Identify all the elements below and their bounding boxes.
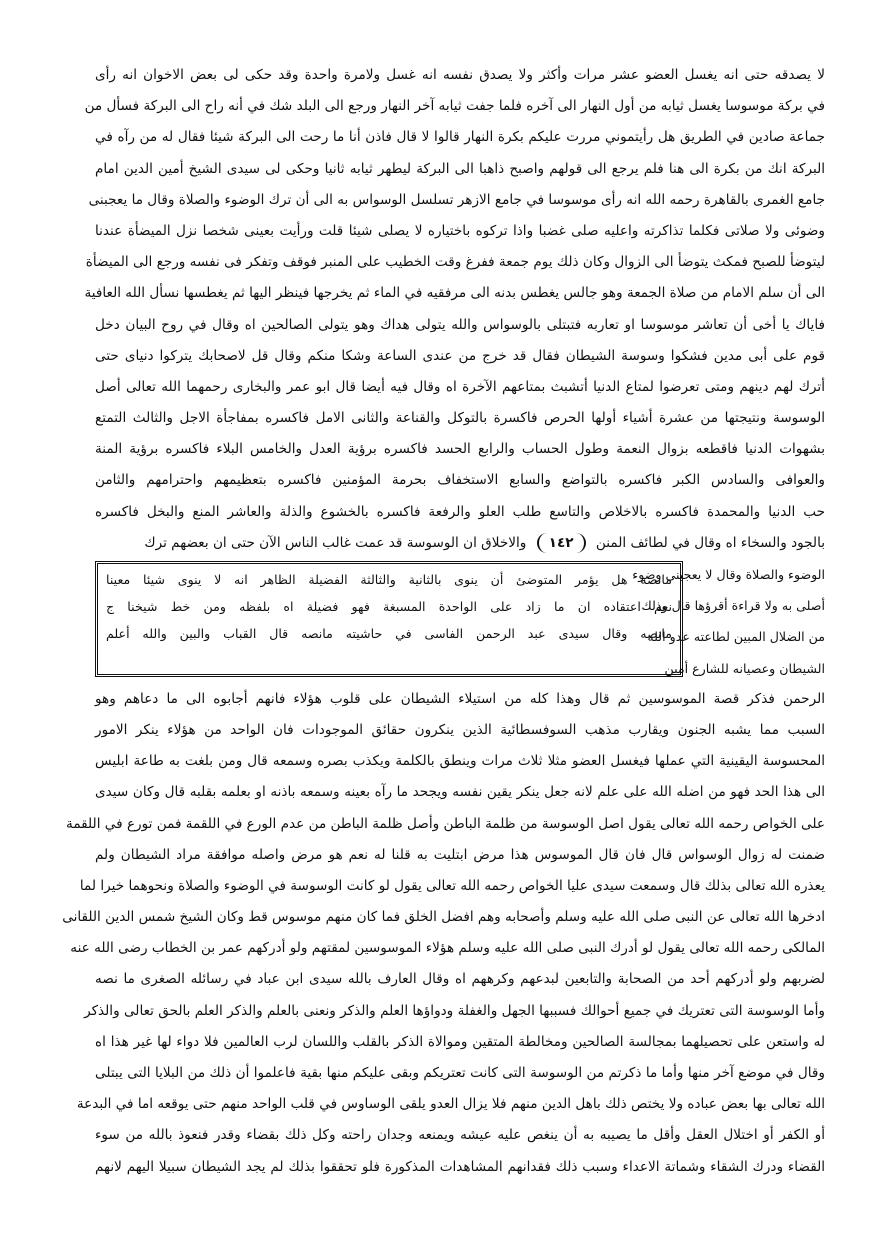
note-side-text	[632, 559, 825, 684]
side-text-line: أصلى به ولا قراءة أقرؤها قال وذلك	[641, 598, 825, 614]
text-line: لضربهم ولو أدركهم أحد من الصحابة والتابعين لبدعهم وكرههم اه وقال العارف بالله سيدى ابن عباد في رسائله الصغرى ما نصه	[95, 971, 825, 988]
text-line: جامع الغمرى بالقاهرة رحمه الله انه رأى موسوسا في جامع الازهر تسلسل الوسواس به الى أن ترك الوضوء والصلاة وقال ما يعجبنى	[88, 191, 825, 208]
text-line: قوم على أبى مدين فشكوا وسوسة الشيطان فقال قد خرج من عندى الساعة وشكا منكم وقال قل لاصحابك يتركوا دنياى حتى	[95, 347, 825, 364]
text-line: ليتوضأ للصبح فمكث يتوضأ الى الزوال وكان ذلك يوم جمعة ففرغ وقت الخطيب على المنبر فوقف وتفكر فى نفسه ورجع الى الميضأة	[85, 254, 825, 271]
note-line: مانصه هل يؤمر المتوضئ أن ينوى بالثانية والثالثة الفضيلة الظاهر انه لا ينوى شيئا معينا	[106, 572, 672, 587]
text-line: بشهوات الدنيا فاقطعه بزوال النعمة وطول الحساب والرابع الحسد فاكسره برؤية العدل والخامس البلاء فاكسره برؤية المنة	[95, 441, 825, 458]
text-line: الوسوسة ونتيجتها من عشرة أشياء أولها الحرص فاكسرة بالتوكل والقناعة والثانى الامل فاكسره بمفاجأة الاجل والثالث التمتع	[95, 410, 825, 427]
text-line: السبب مما يشبه الجنون ويقارب مذهب السوفسطائية الذين ينكرون حقائق الموجودات فان الواحد من هؤلاء ينكر الامور	[95, 721, 825, 738]
side-text-line: الوضوء والصلاة وقال لا يعجبنى وضوء	[632, 567, 825, 582]
text-line: ادخرها الله تعالى عن النبى صلى الله عليه وسلم وأصحابه وهم افضل الخلق فما كان منهم موسوس قط وكان الشيخ شمس الدين اللقانى	[62, 909, 825, 926]
text-line: والعوافى والسادس الكبر فاكسره بالتواضع والسابع الاستخفاف بحرمة المؤمنين فاكسره بتعظيمهم واحترامهم والثامن	[95, 472, 825, 489]
text-lines-bottom	[62, 684, 825, 1183]
text-line-after-number: والاخلاق ان الوسوسة قد عمت غالب الناس الآن حتى ان بعضهم ترك	[144, 534, 527, 551]
text-line: المحسوسة اليقينية التي عملها فيغسل العضو مثلا ثلاث مرات وينطق بالكلمة ويكذب بصره وسمعه قال ومن بلغت به طاعة ابليس	[95, 753, 825, 770]
text-line: الله تعالى بها بعض عباده ولا يختص ذلك باهل الدين منهم فلا يزال العدو يلقى الوساوس في قلب الواحد منهم حتى يوقعه اما في البدعة	[76, 1096, 825, 1113]
text-line: أو الكفر أو اختلال العقل وأقل ما يصيبه به أن ينغص عليه عيشه ويمنعه وجدان راحته وكل ذلك بقضاء وقدر فنعوذ بالله من سوء	[95, 1127, 825, 1144]
text-line: المالكى رحمه الله تعالى يقول لو أدرك النبى صلى الله عليه وسلم هؤلاء الموسوسين لمقتهم ولو أدركهم عمر بن الخطاب رضى الله عنه	[70, 940, 825, 957]
note-section	[95, 559, 825, 684]
text-line: أترك لهم دينهم ومتى تعرضوا لمتاع الدنيا أتشبث بمتاعهم الآخرة اه وقال فيه أيضا قال ابو عمر والبخارى رحمهما الله تعالى أصل	[95, 378, 825, 395]
text-line: يعذره الله تعالى بذلك قال وسمعت سيدى عليا الخواص رحمه الله تعالى يقول لو كانت الوسوسة في الوضوء والصلاة ونحوهما خيرا لما	[79, 877, 825, 894]
text-line: حب الدنيا والمحمدة فاكسره بالاخلاص والتاسع طلب العلو والرفعة فاكسره بالخشوع والذلة والعاشر المنع والبخل فاكسره	[95, 503, 825, 520]
text-lines-top	[84, 60, 825, 528]
boxed-marginal-note	[95, 561, 683, 677]
side-text-line: من الضلال المبين لطاعته عدو الله	[647, 629, 825, 645]
text-line: جماعة صادين في الطريق هل رأيتموني مررت عليكم بكرة النهار قالوا لا قال فاذن أنا ما رحت الى البركة شيئا فقال له من رآه في	[95, 129, 825, 146]
text-line: ضمنت له زوال الوسواس قال فان قال الموسوس هذا مرض ابتليت به قلنا له نعم هو مرض واصله موافقة مراد الشيطان ولم	[95, 846, 825, 863]
text-line: وأما الوسوسة التى تعتريك في جميع أحوالك فسببها الجهل والغفلة ودواؤها العلم والذكر ونعنى بالعلم والذكر العلم بالحق تعالى والذكر	[84, 1002, 825, 1019]
text-line: لا يصدقه حتى انه يغسل العضو عشر مرات وأكثر ولا يصدق نفسه انه غسل ولامرة واحدة وقد حكى لى بعض الاخوان انه رأى	[95, 67, 825, 83]
text-line: على الخواص رحمه الله تعالى يقول اصل الوسوسة من ظلمة الباطن وأصل ظلمة الباطن من عدم الورع في اللقمة فمن تورع في اللقمة	[66, 815, 825, 832]
note-line: نعم اعتقاده ان ما زاد على الواحدة المسبغة فهو فضيلة اه بلفظه ومن خط شيخنا ج	[106, 599, 672, 614]
text-line: وقال في موضع آخر منها وأما ما ذكرتم من الوسوسة التى كانت تعتريكم وبقى عليكم منها بقية فاعلموا أن ذلك من البلايا التى يبتلى	[95, 1065, 825, 1082]
page-number: ١٤٢	[537, 533, 586, 553]
text-line: البركة انك من بكرة الى هنا فلم يرجع الى قولهم واصبح ذاهبا الى البركة ليطهر ثيابه ثانيا وحكى لى سيدى الشيخ أمين الدين امام	[95, 160, 825, 177]
text-line: وضوئى ولا صلاتى فكلما تذاكرته واعليه صلى غضبا واذا تركوه باختياره لا يصلى شيئا قلت ورأيت بعينى شخصا نزل الميضأة عندنا	[95, 222, 825, 239]
text-line: له واستعن على تحصيلهما بمجالسة الصالحين ومخالطة المتقين وموالاة الذكر بالقلب واللسان لرب العالمين فلا دواء لها غير هذا اه	[95, 1033, 825, 1050]
text-line: الى هذا الحد فهو من اضله الله على علم لانه جعل ينكر يقين نفسه ويجحد ما رآه بعينه وسمعه باذنه او بعلمه بقلبه قال وكان سيدى	[95, 784, 825, 801]
text-line: الى أن سلم الامام من صلاة الجمعة وهو جالس يغطس بدنه الى مرفقيه في الماء ثم يخرجها فينظر اليها ثم يغطسها نسأل الله العافية	[84, 285, 825, 302]
main-text	[62, 60, 825, 1183]
text-line: فاياك يا أخى أن تعاشر موسوسا او تعاربه فتبتلى بالوسواس والله يتولى هداك وهو يتولى الصالحين اه وقال في روح البيان دخل	[95, 316, 825, 333]
text-line-with-page-number	[95, 528, 825, 559]
text-line: الرحمن فذكر قصة الموسوسين ثم قال وهذا كله من استيلاء الشيطان على قلوب هؤلاء فانهم أجابوه الى ما دعاهم وهو	[95, 690, 825, 707]
text-line-before-number: بالجود والسخاء اه وقال في لطائف المنن	[595, 534, 825, 551]
note-line: مانصه وقال سيدى عبد الرحمن الفاسى في حاشيته مانصه قال القباب والبين والله أعلم	[106, 626, 672, 641]
side-text-line: الشيطان وعصيانه للشارع أمين	[664, 660, 825, 676]
text-line: القضاء ودرك الشقاء وشماتة الاعداء وسبب ذلك فقدانهم المشاهدات المذكورة فلو تحققوا بذلك لم يجد الشيطان سبيلا اليهم لانهم	[95, 1158, 825, 1175]
text-line: في بركة موسوسا يغسل ثيابه من أول النهار الى آخره فلما جفت ثيابه آخر النهار ورجع الى البلد شك في أنه راح الى البركة فسأل من	[84, 98, 825, 115]
